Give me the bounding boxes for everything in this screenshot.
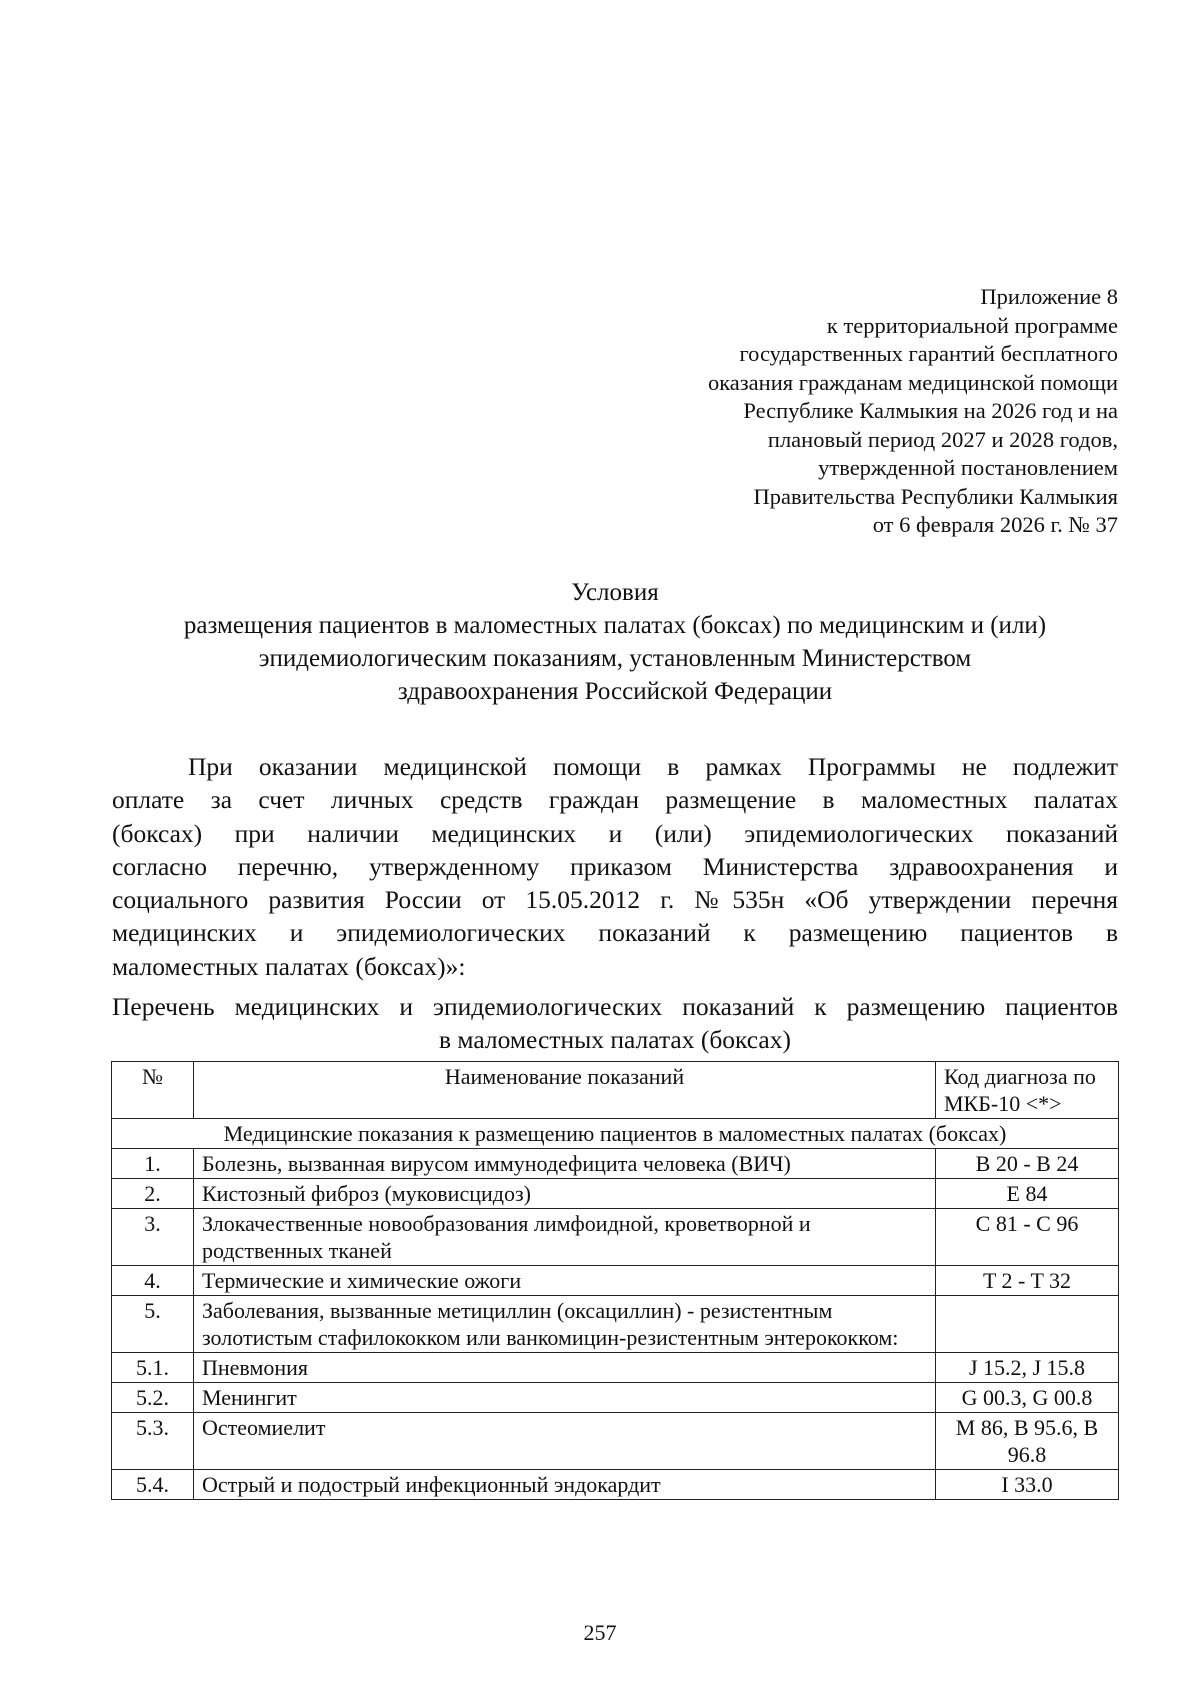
row-code: B 20 - B 24 bbox=[936, 1149, 1119, 1179]
paragraph-line: (боксах) при наличии медицинских и (или) эпидемиологических показаний bbox=[112, 818, 1118, 848]
appendix-line: государственных гарантий бесплатного bbox=[739, 341, 1118, 366]
page-number: 257 bbox=[583, 1620, 617, 1645]
paragraph-line: социального развития России от 15.05.2012 г. №535н «Об утверждении перечня bbox=[112, 885, 1118, 915]
row-code: M 86, B 95.6, B 96.8 bbox=[936, 1413, 1119, 1470]
row-code: E 84 bbox=[936, 1179, 1119, 1209]
header-name: Наименование показаний bbox=[194, 1062, 936, 1119]
list-title-line: Перечень медицинских и эпидемиологических показаний к размещению пациентов bbox=[112, 992, 1118, 1021]
document-title bbox=[112, 576, 1118, 708]
row-code: T 2 - T 32 bbox=[936, 1266, 1119, 1296]
table-row bbox=[112, 1179, 1119, 1209]
title-line: здравоохранения Российской Федерации bbox=[397, 678, 833, 705]
table-row bbox=[112, 1383, 1119, 1413]
title-line: эпидемиологическим показаниям, установленным Министерством bbox=[258, 645, 972, 672]
row-name: Пневмония bbox=[194, 1353, 936, 1383]
paragraph-line: оплате за счет личных средств граждан размещение в маломестных палатах bbox=[112, 785, 1118, 815]
appendix-line: к территориальной программе bbox=[826, 312, 1118, 338]
row-num: 5. bbox=[112, 1296, 194, 1353]
indications-table bbox=[111, 1061, 1119, 1500]
header-code: Код диагноза по МКБ-10 <*> bbox=[936, 1062, 1119, 1119]
appendix-line: утвержденной постановлением bbox=[818, 455, 1118, 480]
row-code bbox=[936, 1296, 1119, 1353]
row-num: 2. bbox=[112, 1179, 194, 1209]
row-num: 5.4. bbox=[112, 1470, 194, 1500]
table-row bbox=[112, 1149, 1119, 1179]
table-row bbox=[112, 1296, 1119, 1353]
row-code: G 00.3, G 00.8 bbox=[936, 1383, 1119, 1413]
title-line: Условия bbox=[571, 579, 659, 606]
row-name: Злокачественные новообразования лимфоидной, кроветворной и родственных тканей bbox=[194, 1209, 936, 1266]
paragraph-line: маломестных палатах (боксах)»: bbox=[112, 951, 466, 981]
table-row bbox=[112, 1470, 1119, 1500]
appendix-line: Правительства Республики Калмыкия bbox=[753, 483, 1118, 509]
row-name: Менингит bbox=[194, 1383, 936, 1413]
table-section-row bbox=[112, 1119, 1119, 1149]
row-name: Кистозный фиброз (муковисцидоз) bbox=[194, 1179, 936, 1209]
appendix-line: от 6 февраля 2026 г. № 37 bbox=[872, 512, 1118, 537]
table-row bbox=[112, 1209, 1119, 1266]
row-name: Термические и химические ожоги bbox=[194, 1266, 936, 1296]
table-header-row bbox=[112, 1062, 1119, 1119]
table-row bbox=[112, 1413, 1119, 1470]
paragraph-line: При оказании медицинской помощи в рамках Программы не подлежит bbox=[188, 752, 1118, 781]
appendix-line: плановый период 2027 и 2028 годов, bbox=[767, 426, 1118, 452]
header-num: № bbox=[112, 1062, 194, 1119]
appendix-line: Республике Калмыкия на 2026 год и на bbox=[743, 398, 1118, 423]
row-num: 5.1. bbox=[112, 1353, 194, 1383]
row-num: 3. bbox=[112, 1209, 194, 1266]
title-line: размещения пациентов в маломестных палатах (боксах) по медицинским и (или) bbox=[183, 612, 1047, 639]
appendix-line: оказания гражданам медицинской помощи bbox=[707, 369, 1118, 395]
row-num: 4. bbox=[112, 1266, 194, 1296]
row-num: 1. bbox=[112, 1149, 194, 1179]
row-num: 5.3. bbox=[112, 1413, 194, 1470]
appendix-header bbox=[558, 283, 1118, 540]
paragraph-line: согласно перечню, утвержденному приказом Министерства здравоохранения и bbox=[112, 851, 1118, 881]
row-name: Остеомиелит bbox=[194, 1413, 936, 1470]
list-title-line: в маломестных палатах (боксах) bbox=[439, 1025, 791, 1054]
row-code: J 15.2, J 15.8 bbox=[936, 1353, 1119, 1383]
table-row bbox=[112, 1353, 1119, 1383]
table-row bbox=[112, 1266, 1119, 1296]
row-name: Острый и подострый инфекционный эндокардит bbox=[194, 1470, 936, 1500]
row-name: Заболевания, вызванные метициллин (оксациллин) - резистентным золотистым стафилококком или ванкомицин-резистентным энтерококком: bbox=[194, 1296, 936, 1353]
row-name: Болезнь, вызванная вирусом иммунодефицита человека (ВИЧ) bbox=[194, 1149, 936, 1179]
body-paragraph bbox=[112, 750, 1118, 983]
row-num: 5.2. bbox=[112, 1383, 194, 1413]
appendix-line: Приложение 8 bbox=[980, 284, 1118, 309]
paragraph-line: медицинских и эпидемиологических показаний к размещению пациентов в bbox=[112, 918, 1118, 948]
list-title bbox=[112, 990, 1118, 1056]
row-code: I 33.0 bbox=[936, 1470, 1119, 1500]
section-title: Медицинские показания к размещению пациентов в маломестных палатах (боксах) bbox=[112, 1119, 1119, 1149]
row-code: C 81 - C 96 bbox=[936, 1209, 1119, 1266]
